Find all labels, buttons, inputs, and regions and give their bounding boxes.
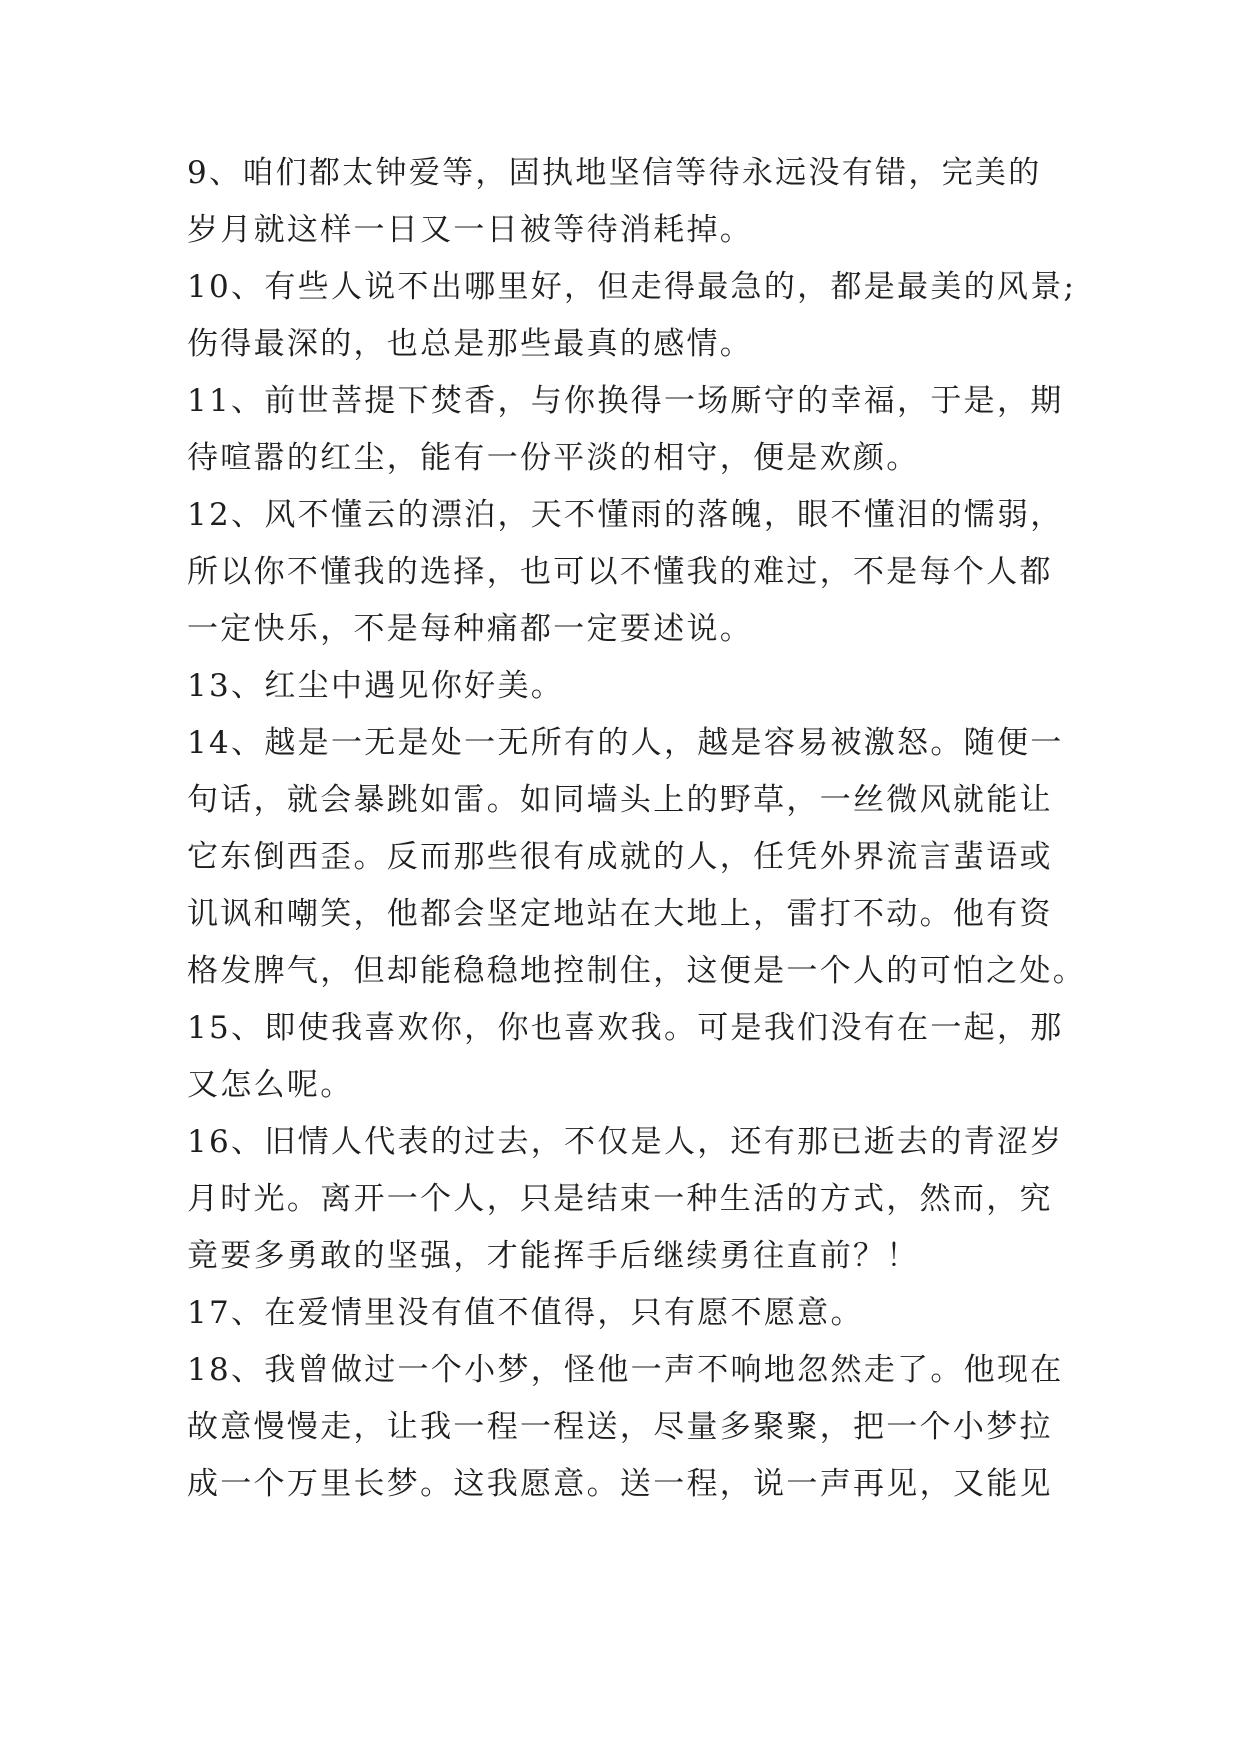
text-line: 格发脾气，但却能稳稳地控制住，这便是一个人的可怕之处。 <box>187 953 1087 989</box>
text-line: 9、咱们都太钟爱等，固执地坚信等待永远没有错，完美的 <box>187 155 1042 191</box>
text-line: 竟要多勇敢的坚强，才能挥手后继续勇往直前？！ <box>187 1238 920 1274</box>
text-line: 一定快乐，不是每种痛都一定要述说。 <box>187 611 754 647</box>
text-line: 10、有些人说不出哪里好，但走得最急的，都是最美的风景; <box>187 269 1077 305</box>
text-line: 15、即使我喜欢你，你也喜欢我。可是我们没有在一起，那 <box>187 1010 1064 1046</box>
text-line: 17、在爱情里没有值不值得，只有愿不愿意。 <box>187 1295 864 1331</box>
text-line: 16、旧情人代表的过去，不仅是人，还有那已逝去的青涩岁 <box>187 1124 1064 1160</box>
text-line: 伤得最深的，也总是那些最真的感情。 <box>187 326 754 362</box>
text-line: 待喧嚣的红尘，能有一份平淡的相守，便是欢颜。 <box>187 440 920 476</box>
text-line: 18、我曾做过一个小梦，怪他一声不响地忽然走了。他现在 <box>187 1352 1064 1388</box>
text-line: 岁月就这样一日又一日被等待消耗掉。 <box>187 212 754 248</box>
text-line: 13、红尘中遇见你好美。 <box>187 668 565 704</box>
text-line: 成一个万里长梦。这我愿意。送一程，说一声再见，又能见 <box>187 1466 1053 1502</box>
text-line: 它东倒西歪。反而那些很有成就的人，任凭外界流言蜚语或 <box>187 839 1053 875</box>
text-line: 月时光。离开一个人，只是结束一种生活的方式，然而，究 <box>187 1181 1053 1217</box>
text-line: 故意慢慢走，让我一程一程送，尽量多聚聚，把一个小梦拉 <box>187 1409 1053 1445</box>
text-line: 讥讽和嘲笑，他都会坚定地站在大地上，雷打不动。他有资 <box>187 896 1053 932</box>
text-line: 11、前世菩提下焚香，与你换得一场厮守的幸福，于是，期 <box>187 383 1064 419</box>
text-line: 又怎么呢。 <box>187 1067 354 1103</box>
text-line: 12、风不懂云的漂泊，天不懂雨的落魄，眼不懂泪的懦弱， <box>187 497 1064 533</box>
text-line: 所以你不懂我的选择，也可以不懂我的难过，不是每个人都 <box>187 554 1053 590</box>
text-line: 句话，就会暴跳如雷。如同墙头上的野草，一丝微风就能让 <box>187 782 1053 818</box>
text-line: 14、越是一无是处一无所有的人，越是容易被激怒。随便一 <box>187 725 1064 761</box>
